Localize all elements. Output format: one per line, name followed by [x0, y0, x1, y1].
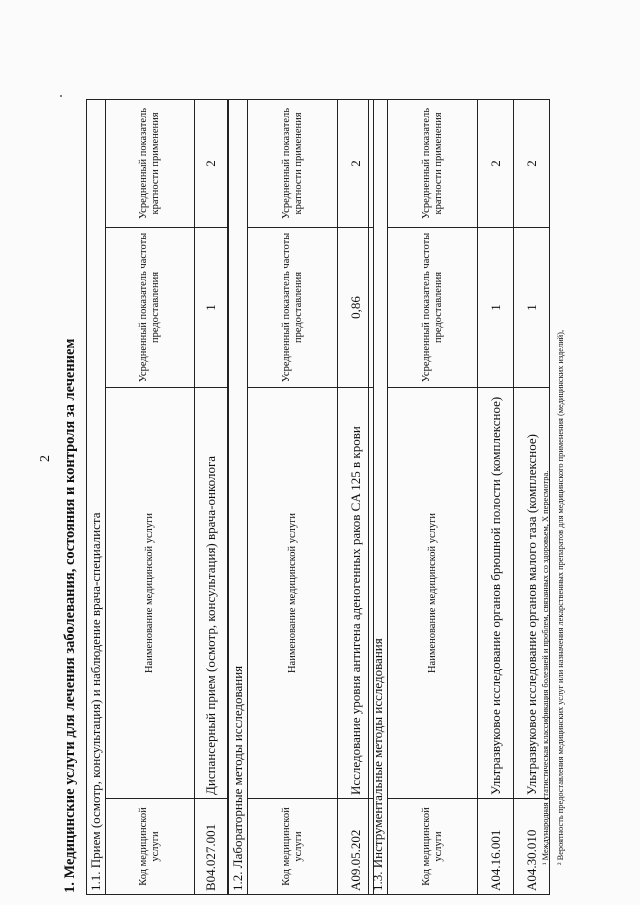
table-cell-multiplicity: 2 [514, 99, 550, 227]
table-cell-multiplicity: 2 [195, 99, 228, 227]
column-header-code: Код медицинской услуги [388, 799, 478, 895]
services-table-1 [86, 99, 228, 895]
column-header-code: Код медицинской услуги [106, 799, 195, 895]
table-cell-code: A09.05.202 [338, 799, 374, 895]
column-header-multiplicity: Усредненный показатель кратности применения [106, 99, 195, 227]
column-header-name: Наименование медицинской услуги [248, 388, 338, 799]
section-title: 1.2. Лабораторные методы исследования [229, 99, 248, 894]
table-cell-name: Исследование уровня антигена аденогенных раков CA 125 в крови [338, 388, 374, 799]
services-table-3 [368, 99, 550, 895]
scan-speck [60, 95, 62, 97]
table-cell-frequency: 1 [514, 228, 550, 388]
footnote-2: ² Вероятность предоставления медицинских услуг или назначения лекарственных препаратов для медицинского применения (медицинских изделий), [556, 329, 565, 865]
table-cell-multiplicity: 2 [478, 99, 514, 227]
column-header-frequency: Усредненный показатель частоты предоставления [388, 228, 478, 388]
table-cell-name: Ультразвуковое исследование органов брюшной полости (комплексное) [478, 388, 514, 799]
table-cell-name: Ультразвуковое исследование органов малого таза (комплексное) [514, 388, 550, 799]
services-table-2 [228, 99, 374, 895]
table-cell-frequency: 0,86 [338, 228, 374, 388]
column-header-code: Код медицинской услуги [248, 799, 338, 895]
table-cell-code: B04.027.001 [195, 799, 228, 895]
column-header-multiplicity: Усредненный показатель кратности применения [248, 99, 338, 227]
section-title: 1.3. Инструментальные методы исследования [369, 99, 388, 894]
section-heading: 1. Медицинские услуги для лечения заболевания, состояния и контроля за лечением [62, 338, 78, 893]
column-header-frequency: Усредненный показатель частоты предоставления [248, 228, 338, 388]
table-cell-name: Диспансерный прием (осмотр, консультация) врача-онколога [195, 388, 228, 799]
column-header-frequency: Усредненный показатель частоты предоставления [106, 228, 195, 388]
column-header-name: Наименование медицинской услуги [106, 388, 195, 799]
page-number: 2 [38, 455, 53, 462]
footnote-1: ¹ Международная статистическая классификация болезней и проблем, связанных со здоровьем, X пересмотра. [541, 470, 550, 865]
column-header-multiplicity: Усредненный показатель кратности применения [388, 99, 478, 227]
table-cell-frequency: 1 [478, 228, 514, 388]
table-cell-code: A04.16.001 [478, 799, 514, 895]
section-title: 1.1. Прием (осмотр, консультация) и наблюдение врача-специалиста [87, 99, 106, 894]
column-header-name: Наименование медицинской услуги [388, 388, 478, 799]
table-cell-frequency: 1 [195, 228, 228, 388]
table-cell-code: A04.30.010 [514, 799, 550, 895]
table-cell-multiplicity: 2 [338, 99, 374, 227]
